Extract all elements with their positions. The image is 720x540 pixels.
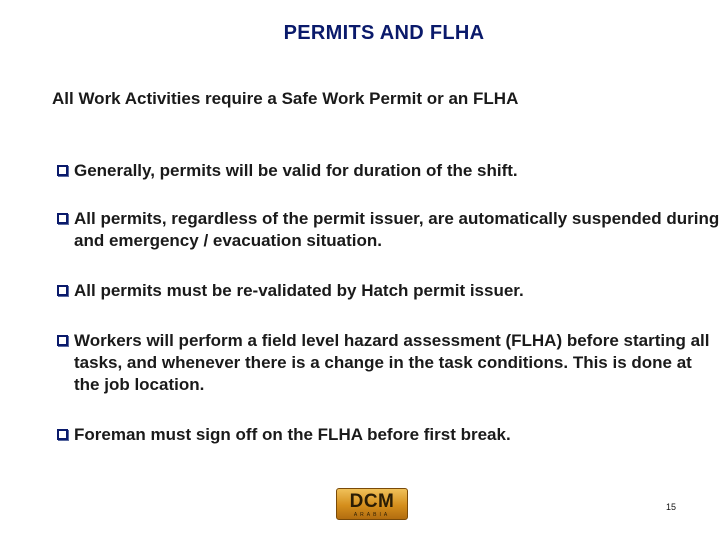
hollow-square-bullet-icon <box>57 165 68 176</box>
hollow-square-bullet-icon <box>57 429 68 440</box>
bullet-item <box>56 424 720 446</box>
logo-subtitle: ARABIA <box>353 512 391 518</box>
hollow-square-bullet-icon <box>57 335 68 346</box>
company-logo <box>336 488 408 520</box>
bullet-item <box>56 280 720 302</box>
bullet-text: Generally, permits will be valid for duration of the shift. <box>74 161 518 180</box>
bullet-text: Workers will perform a field level hazard assessment (FLHA) before starting all tasks, and whenever there is a change in the task conditions. This is done at the job location. <box>74 331 710 394</box>
slide-title: PERMITS AND FLHA <box>283 22 485 44</box>
intro-text: All Work Activities require a Safe Work Permit or an FLHA <box>52 89 519 108</box>
hollow-square-bullet-icon <box>57 285 68 296</box>
bullet-text: All permits must be re-validated by Hatch permit issuer. <box>74 281 524 300</box>
page-number: 15 <box>666 502 677 512</box>
bullet-text: Foreman must sign off on the FLHA before first break. <box>74 425 511 444</box>
logo-wordmark: DCM <box>349 491 395 512</box>
bullet-text: All permits, regardless of the permit issuer, are automatically suspended during and emergency / evacuation situation. <box>74 209 720 250</box>
bullet-item <box>56 208 720 252</box>
bullet-item <box>56 160 720 182</box>
bullet-item <box>56 330 720 396</box>
hollow-square-bullet-icon <box>57 213 68 224</box>
